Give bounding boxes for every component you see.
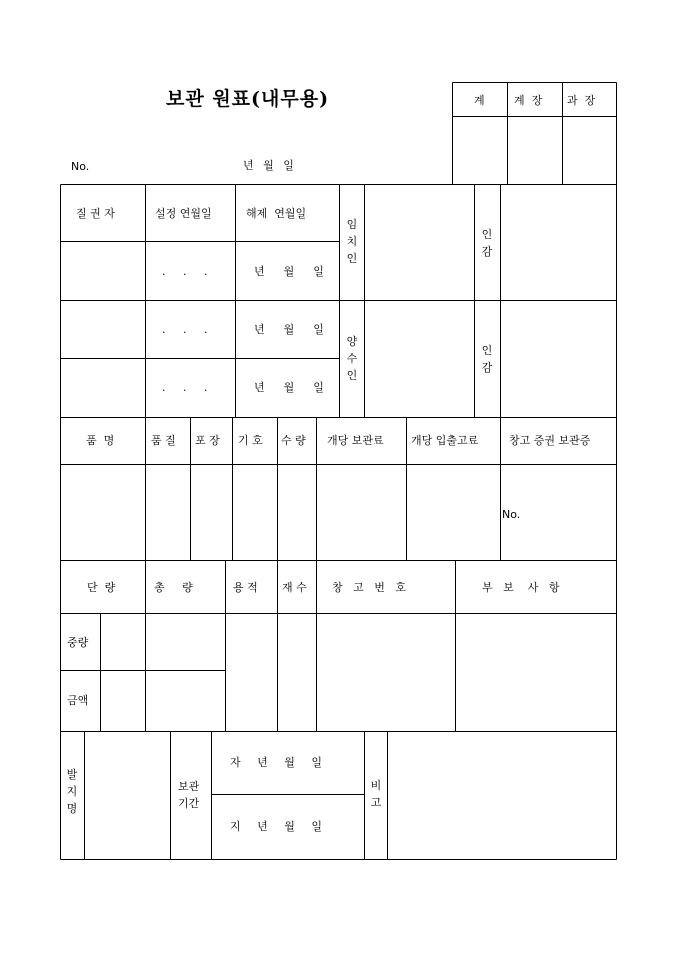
insurance-notes-header: 부 보 사 항	[482, 581, 560, 594]
approval-manager-label: 과 장	[567, 94, 596, 107]
total-quantity-header: 총 량	[154, 581, 193, 594]
quantity-header: 수 량	[281, 434, 306, 447]
warehouse-number-header: 창 고 번 호	[332, 581, 406, 594]
approval-staff-label: 계	[474, 94, 485, 107]
stock-count-header: 재 수	[282, 581, 307, 594]
document-date-label: 년 월 일	[243, 159, 294, 172]
period-from-date: 자 년 월 일	[230, 756, 322, 769]
page-title: 보관 원표(내무용)	[166, 88, 330, 110]
amount-row-label: 금액	[67, 694, 89, 707]
period-to-date: 지 년 월 일	[230, 820, 322, 833]
symbol-header: 기 호	[238, 434, 263, 447]
quality-header: 품 질	[151, 434, 176, 447]
set-date-dots-1: . . .	[162, 265, 208, 278]
release-date-1: 년 월 일	[254, 265, 324, 278]
unit-storage-fee-header: 개당 보관료	[327, 434, 384, 447]
unit-handling-fee-header: 개당 입출고료	[411, 434, 479, 447]
shipper-label: 발지명	[66, 768, 78, 815]
transferee-label: 양수인	[346, 335, 358, 382]
warehouse-receipt-header: 창고 증권 보관증	[509, 434, 591, 447]
packaging-header: 포 장	[195, 434, 220, 447]
remarks-label: 비고	[370, 779, 382, 809]
depositor-label: 임치인	[346, 218, 358, 265]
receipt-number-label: No.	[502, 508, 521, 521]
release-date-3: 년 월 일	[254, 381, 324, 394]
seal-label-2: 인감	[481, 344, 493, 374]
item-name-header: 품 명	[86, 434, 115, 447]
pledgee-header: 질 권 자	[76, 207, 115, 220]
seal-label-1: 인감	[481, 228, 493, 258]
set-date-dots-3: . . .	[162, 381, 208, 394]
weight-row-label: 중량	[67, 636, 89, 649]
release-date-header: 해제 연월일	[246, 207, 307, 220]
release-date-2: 년 월 일	[254, 323, 324, 336]
unit-weight-header: 단 량	[87, 581, 116, 594]
set-date-header: 설정 연월일	[155, 207, 212, 220]
document-number-label: No.	[71, 160, 90, 173]
approval-chief-label: 계 장	[514, 94, 543, 107]
volume-header: 용 적	[233, 581, 258, 594]
set-date-dots-2: . . .	[162, 323, 208, 336]
storage-period-label: 보관 기간	[178, 780, 200, 810]
